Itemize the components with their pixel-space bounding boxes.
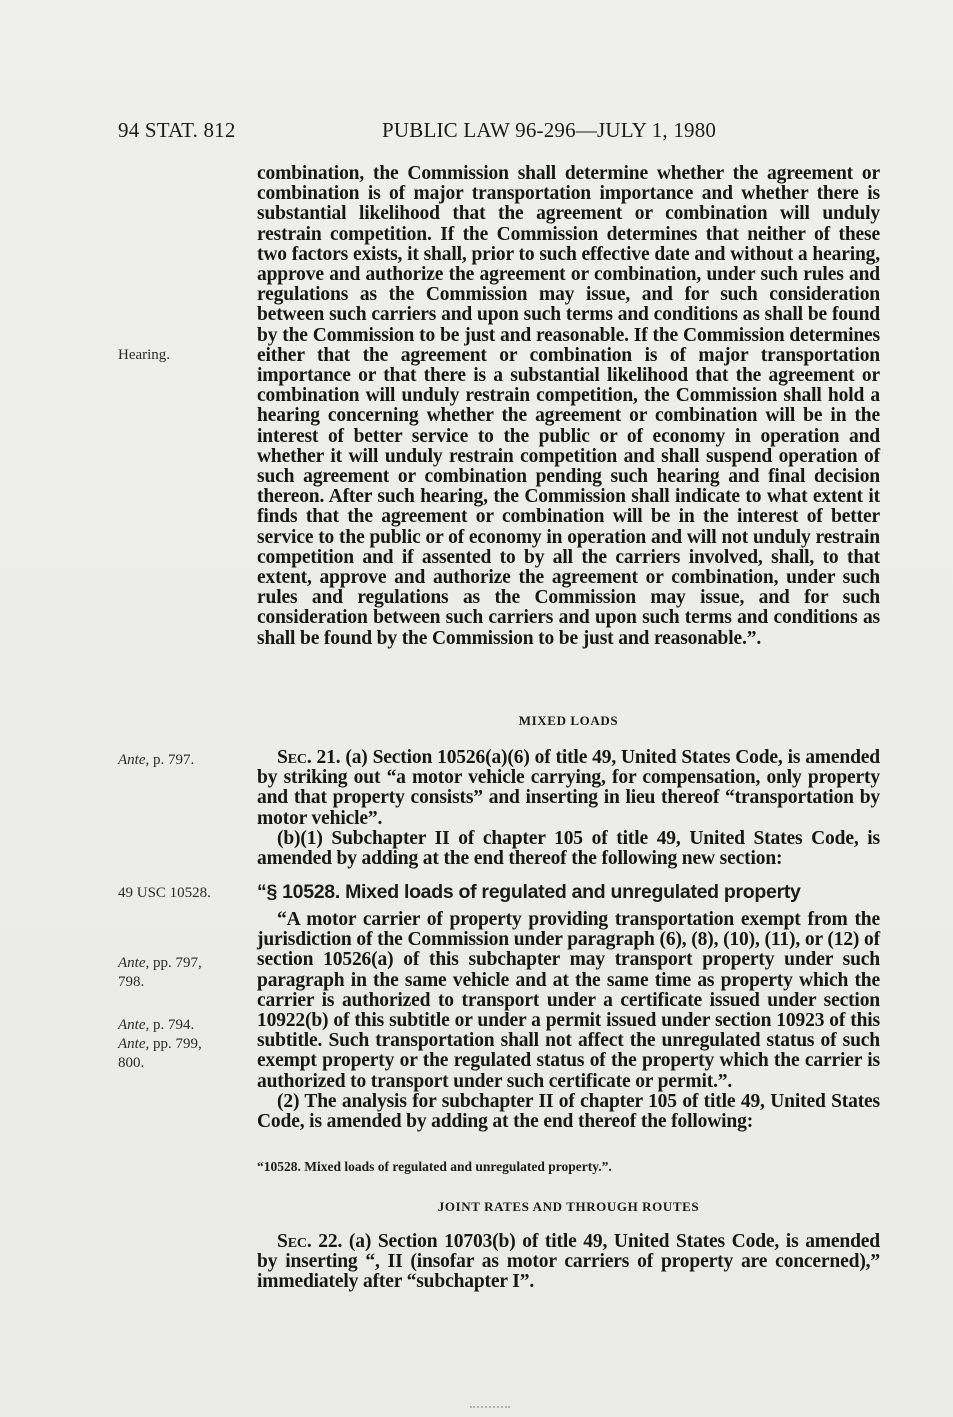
section-21 xyxy=(257,748,880,869)
scan-mark xyxy=(470,1402,510,1408)
margin-note-hearing: Hearing. xyxy=(118,347,171,363)
analysis-line: “10528. Mixed loads of regulated and unregulated property.”. xyxy=(257,1159,612,1174)
margin-note-ante-797-798 xyxy=(118,954,202,992)
statute-page-ref: 94 STAT. 812 xyxy=(118,118,236,142)
sec-label: Sec. xyxy=(277,1231,312,1252)
margin-note-ante-page: p. 797. xyxy=(149,752,195,768)
paragraph-text: combination, the Commission shall determine whether the agreement or combination is of major transportation importance and whether there is substantial likelihood that the agreement or combination will unduly restrain competition. If the Commission determines that neither of these two factors exists, it shall, prior to such effective date and without a hearing, approve and authorize the agreement or combination, under such rules and regulations as the Commission may issue, and for such consideration between such carriers and upon such terms and conditions as shall be found by the Commission to be just and reasonable. If the Commission determines either that the agreement or combination is of major transportation importance or that there is a substantial likelihood that the agreement or combination will unduly restrain competition, the Commission shall hold a hearing concerning whether the agreement or combination will be in the interest of better service to the public or of economy in operation and whether it will unduly restrain competition and shall suspend operation of such agreement or combination pending such hearing and final decision thereon. After such hearing, the Commission shall indicate to what extent it finds that the agreement or combination will be in the interest of better service to the public or of economy in operation and will not unduly restrain competition and if assented to by all the carriers involved, shall, to that extent, approve and authorize the agreement or combination, under such rules and regulations as the Commission may issue, and for such consideration between such carriers and upon such terms and conditions as shall be found by the Commission to be just and reasonable.”. xyxy=(257,163,880,649)
paragraph-2-analysis: (2) The analysis for subchapter II of chapter 105 of title 49, United States Code, is amended by adding at the end thereof the following: xyxy=(257,1090,880,1133)
margin-note-ante-page: pp. 797, xyxy=(149,955,202,971)
margin-note-ante-797 xyxy=(118,751,194,770)
margin-note-ante-italic: Ante, xyxy=(118,955,150,971)
sec21-text: 21. (a) Section 10526(a)(6) of title 49, United States Code, is amended by striking out “a motor vehicle carrying, for compensation, only property and that property consists” and inserting in lieu thereof “transportation by motor vehicle”. xyxy=(257,747,880,829)
law-title: PUBLIC LAW 96-296—JULY 1, 1980 xyxy=(382,118,717,142)
sec22-paragraph-a xyxy=(257,1232,880,1293)
section-10528-body xyxy=(257,910,880,1132)
margin-note-ante-italic: Ante, xyxy=(118,752,150,768)
margin-note-ante-italic: Ante, xyxy=(118,1036,150,1052)
sec22-text: 22. (a) Section 10703(b) of title 49, United States Code, is amended by inserting “, II (insofar as motor carriers of property are concerned),” immediately after “subchapter I”. xyxy=(257,1231,880,1293)
sec-label: Sec. xyxy=(277,747,312,768)
quote-paragraph: “A motor carrier of property providing transportation exempt from the jurisdiction of the Commission under paragraph (6), (8), (10), (11), or (12) of section 10526(a) of this subchapter may transport property under such paragraph in the same vehicle and at the same time as property which the carrier is authorized to transport under a certificate issued under section 10922(b) of this subtitle or under a permit issued under section 10923 of this subtitle. Such transportation shall not affect the unregulated status of such exempt property or the regulated status of the property which the carrier is authorized to transport under such certificate or permit.”. xyxy=(257,909,880,1092)
margin-note-ante-page: p. 794. xyxy=(149,1017,195,1033)
paragraph-commission-agreement xyxy=(257,164,880,649)
sec21-paragraph-b1: (b)(1) Subchapter II of chapter 105 of title 49, United States Code, is amended by adding at the end thereof the following new section: xyxy=(257,827,880,870)
margin-note-ante-799-800 xyxy=(118,1035,202,1073)
section-10528-title: “§ 10528. Mixed loads of regulated and unregulated property xyxy=(257,881,801,903)
section-22 xyxy=(257,1232,880,1293)
margin-note-ante-page-cont: 800. xyxy=(118,1055,145,1071)
heading-joint-rates: JOINT RATES AND THROUGH ROUTES xyxy=(437,1199,700,1214)
margin-note-ante-794 xyxy=(118,1016,194,1035)
heading-mixed-loads: MIXED LOADS xyxy=(518,713,619,728)
margin-note-usc-10528: 49 USC 10528. xyxy=(118,885,211,901)
sec21-paragraph-a xyxy=(257,748,880,829)
margin-note-ante-italic: Ante, xyxy=(118,1017,150,1033)
margin-note-ante-page: pp. 799, xyxy=(149,1036,202,1052)
margin-note-ante-page-cont: 798. xyxy=(118,974,145,990)
